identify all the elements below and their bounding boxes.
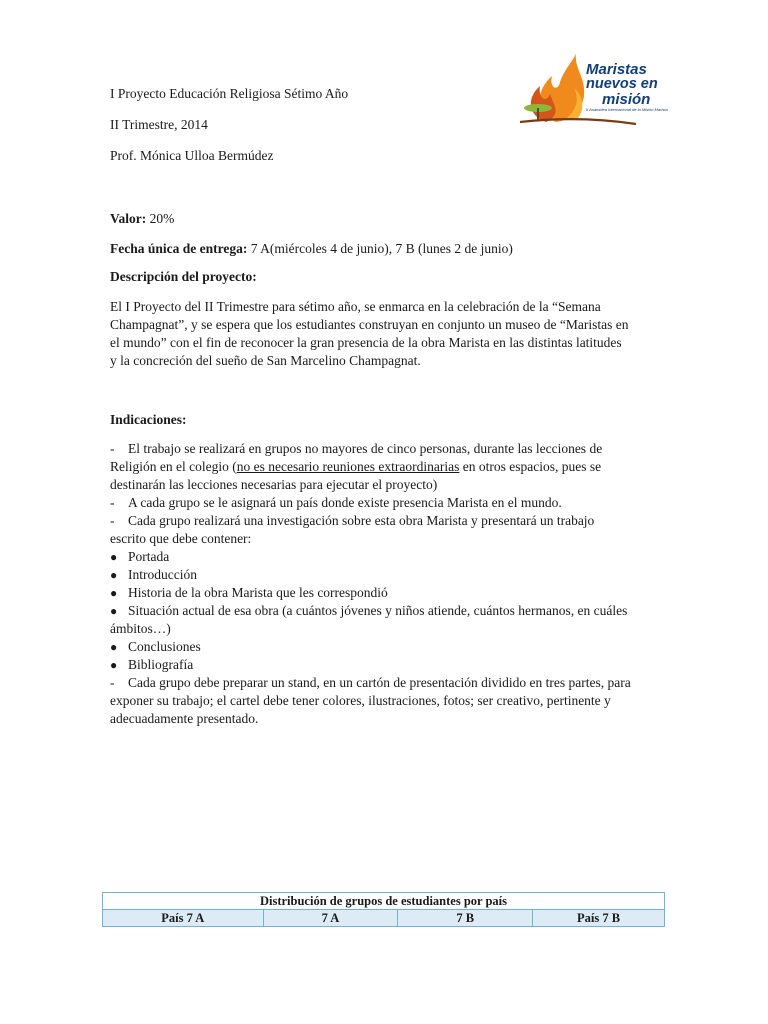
table-header-cell: 7 B: [398, 910, 533, 927]
logo-line1: Maristas: [586, 61, 647, 78]
bullet-text: Introducción: [128, 567, 197, 582]
dash-marker: -: [110, 441, 115, 456]
bullet-icon: ●: [110, 640, 118, 654]
table-header-cell: País 7 B: [533, 910, 665, 927]
underlined-note: no es necesario reuniones extraordinarias: [236, 459, 460, 474]
bullet-item: [110, 566, 658, 584]
valor-label: Valor:: [110, 211, 147, 226]
list-item: [110, 512, 658, 530]
list-item-text: Cada grupo debe preparar un stand, en un cartón de presentación dividido en tres partes, para: [128, 675, 631, 690]
dash-marker: -: [110, 513, 115, 528]
header-course: I Proyecto Educación Religiosa Sétimo Año: [110, 86, 349, 101]
fecha-value: 7 A(miércoles 4 de junio), 7 B (lunes 2 de junio): [247, 241, 513, 256]
table-title: Distribución de grupos de estudiantes por país: [103, 893, 665, 910]
list-item-continuation: adecuadamente presentado.: [110, 711, 259, 726]
list-item-continuation: escrito que debe contener:: [110, 531, 252, 546]
table-title-row: [103, 893, 665, 910]
descripcion-line: y la concreción del sueño de San Marcelino Champagnat.: [110, 353, 421, 368]
logo-wordmark: [586, 62, 668, 112]
bullet-icon: ●: [110, 586, 118, 600]
valor-line: [110, 210, 658, 228]
logo-line2: nuevos en: [586, 76, 658, 92]
dash-marker: -: [110, 675, 115, 690]
valor-value: 20%: [146, 211, 175, 226]
header-term: II Trimestre, 2014: [110, 117, 208, 132]
maristas-logo: [516, 52, 666, 130]
logo-line3: misión: [602, 91, 651, 108]
bullet-item: [110, 584, 658, 602]
list-item-text: Cada grupo realizará una investigación sobre esta obra Marista y presentará un trabajo: [128, 513, 595, 528]
bullet-icon: ●: [110, 568, 118, 582]
descripcion-line: el mundo” con el fin de reconocer la gran presencia de la obra Marista en las distintas latitudes: [110, 335, 622, 350]
bullet-item: [110, 656, 658, 674]
list-item: [110, 674, 658, 692]
bullet-item: [110, 548, 658, 566]
bullet-item: [110, 602, 658, 620]
table-header-row: [103, 910, 665, 927]
document-header: [110, 86, 510, 179]
dash-marker: -: [110, 495, 115, 510]
list-item-continuation: exponer su trabajo; el cartel debe tener colores, ilustraciones, fotos; ser creativo, pertinente y: [110, 693, 611, 708]
list-item-text: en otros espacios, pues se: [459, 459, 602, 474]
table-header-cell: País 7 A: [103, 910, 264, 927]
table-header-cell: 7 A: [263, 910, 398, 927]
list-item-continuation: [110, 458, 658, 476]
bullet-icon: ●: [110, 604, 118, 618]
bullet-icon: ●: [110, 550, 118, 564]
indicaciones-list: [110, 440, 658, 728]
indicaciones-section: [110, 411, 658, 429]
bullet-text: Bibliografía: [128, 657, 194, 672]
distribution-table: [102, 892, 665, 927]
list-item-text: El trabajo se realizará en grupos no mayores de cinco personas, durante las lecciones de: [128, 441, 603, 456]
list-item-continuation: destinarán las lecciones necesarias para ejecutar el proyecto): [110, 477, 438, 492]
list-item-text: Religión en el colegio (: [110, 459, 237, 474]
bullet-text: Situación actual de esa obra (a cuántos jóvenes y niños atiende, cuántos hermanos, en cuáles: [128, 603, 628, 618]
bullet-icon: ●: [110, 658, 118, 672]
descripcion-line: Champagnat”, y se espera que los estudiantes construyan en conjunto un museo de “Maristas en: [110, 317, 629, 332]
header-teacher: Prof. Mónica Ulloa Bermúdez: [110, 148, 274, 163]
descripcion-heading: Descripción del proyecto:: [110, 269, 257, 284]
descripcion-section: [110, 268, 658, 286]
descripcion-line: El I Proyecto del II Trimestre para sétimo año, se enmarca en la celebración de la “Semana: [110, 299, 601, 314]
fecha-label: Fecha única de entrega:: [110, 241, 248, 256]
bullet-text: Portada: [128, 549, 170, 564]
bullet-text: Conclusiones: [128, 639, 201, 654]
bullet-continuation: ámbitos…): [110, 621, 171, 636]
bullet-item: [110, 638, 658, 656]
bullet-text: Historia de la obra Marista que les correspondió: [128, 585, 388, 600]
indicaciones-heading: Indicaciones:: [110, 412, 187, 427]
list-item-text: A cada grupo se le asignará un país donde existe presencia Marista en el mundo.: [128, 495, 562, 510]
list-item: [110, 494, 658, 512]
logo-tagline: II Asamblea Internacional de la Misión Marista: [586, 107, 668, 112]
fecha-line: [110, 240, 658, 258]
descripcion-paragraph: [110, 298, 658, 370]
list-item: [110, 440, 658, 458]
